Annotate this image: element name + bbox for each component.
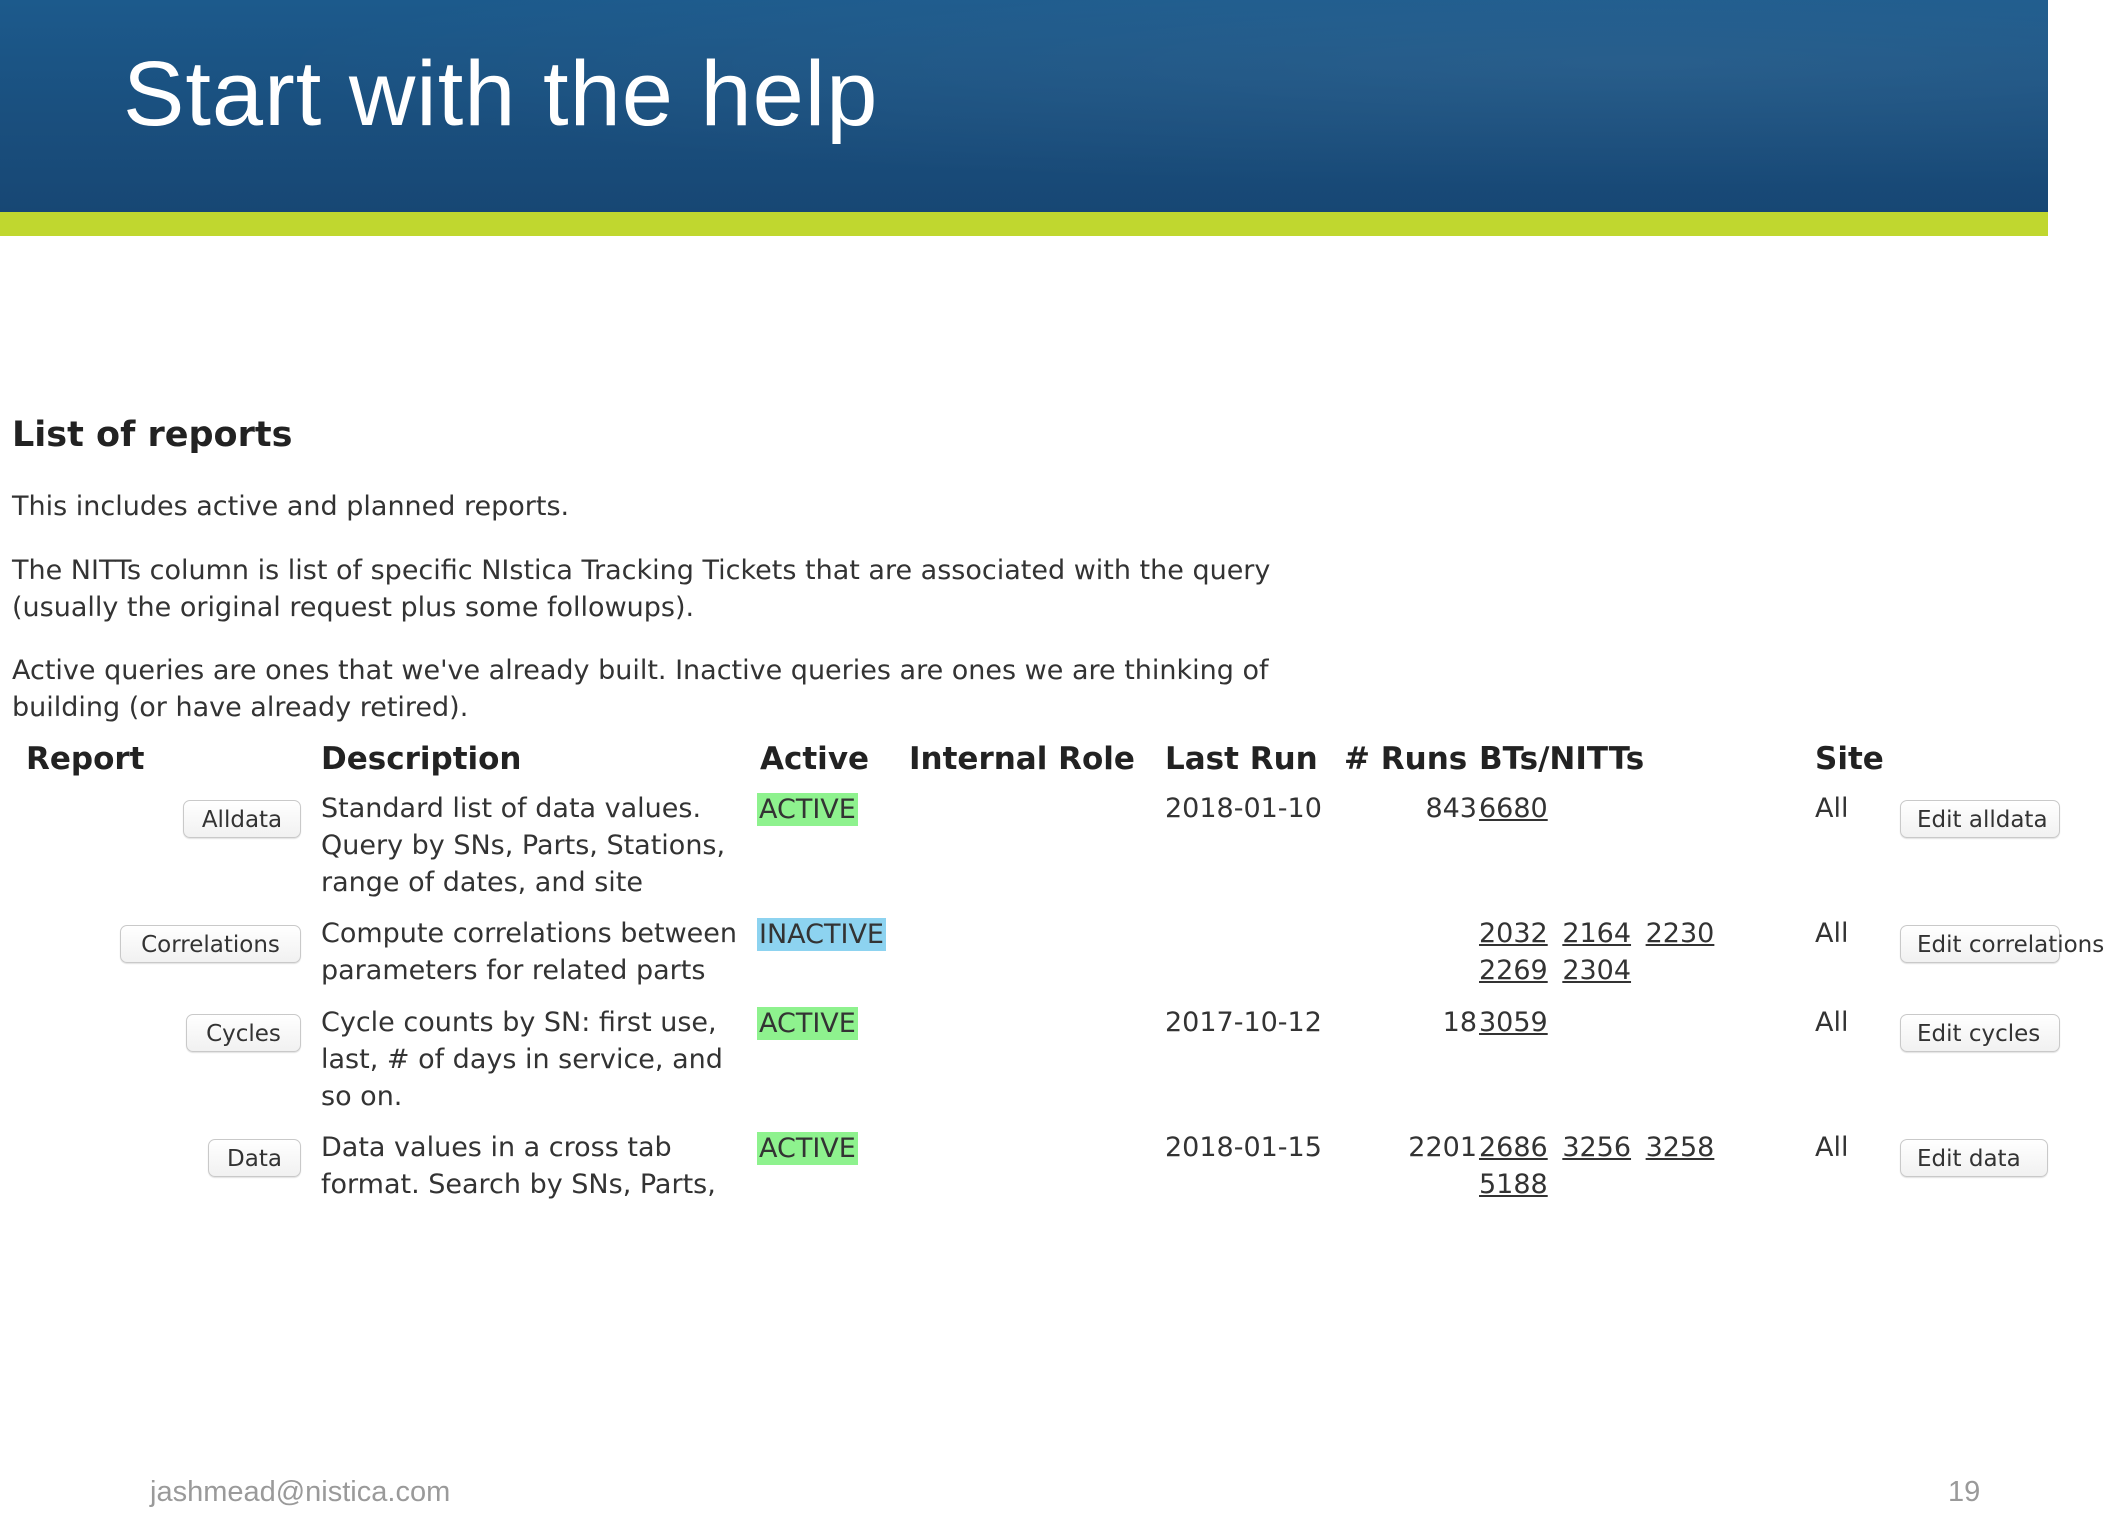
column-header-bts-nitts: BTs/NITTs	[1479, 741, 1645, 777]
column-header-runs: # Runs	[1344, 741, 1468, 777]
runs-count: 2201	[1408, 1132, 1477, 1163]
report-description: Standard list of data values. Query by SNs, Parts, Stations, range of dates, and site	[321, 793, 726, 898]
edit-correlations-button[interactable]: Edit correlations	[1900, 925, 2060, 963]
column-header-description: Description	[321, 741, 522, 777]
ticket-links	[1479, 790, 1799, 827]
edit-data-button[interactable]: Edit data	[1900, 1139, 2048, 1177]
intro-paragraph: This includes active and planned reports.	[12, 491, 570, 522]
status-badge-inactive: INACTIVE	[759, 919, 884, 950]
site-value: All	[1815, 918, 1849, 949]
slide-header	[0, 0, 2048, 212]
ticket-link[interactable]: 3059	[1479, 1007, 1548, 1038]
slide-title: Start with the help	[123, 43, 879, 145]
column-header-internal-role: Internal Role	[909, 741, 1135, 777]
ticket-link[interactable]: 2269	[1479, 955, 1548, 986]
ticket-link[interactable]: 2032	[1479, 918, 1548, 949]
last-run-date: 2017-10-12	[1165, 1007, 1322, 1038]
report-button-correlations[interactable]: Correlations	[120, 925, 301, 963]
ticket-links	[1479, 1004, 1799, 1041]
site-value: All	[1815, 1007, 1849, 1038]
report-button-cycles[interactable]: Cycles	[186, 1014, 301, 1052]
ticket-link[interactable]: 3256	[1562, 1132, 1632, 1163]
active-paragraph-line-1: Active queries are ones that we've already built. Inactive queries are ones we are thinking of	[12, 655, 1269, 686]
ticket-link[interactable]: 2686	[1479, 1132, 1548, 1163]
status-badge-active: ACTIVE	[759, 1008, 856, 1039]
last-run-date: 2018-01-10	[1165, 793, 1322, 824]
last-run-date: 2018-01-15	[1165, 1132, 1322, 1163]
ticket-link[interactable]: 2230	[1645, 918, 1715, 949]
ticket-links	[1479, 915, 1799, 989]
edit-alldata-button[interactable]: Edit alldata	[1900, 800, 2060, 838]
column-header-last-run: Last Run	[1165, 741, 1318, 777]
ticket-link[interactable]: 2304	[1562, 955, 1632, 986]
runs-count: 843	[1425, 793, 1477, 824]
nitts-paragraph-line-2: (usually the original request plus some followups).	[12, 592, 695, 623]
report-description: Data values in a cross tab format. Search by SNs, Parts,	[321, 1132, 716, 1200]
status-badge-active: ACTIVE	[759, 1133, 856, 1164]
ticket-link[interactable]: 5188	[1479, 1169, 1548, 1200]
runs-count: 18	[1442, 1007, 1477, 1038]
ticket-link[interactable]: 3258	[1645, 1132, 1715, 1163]
nitts-paragraph-line-1: The NITTs column is list of specific NIstica Tracking Tickets that are associated with the query	[12, 555, 1271, 586]
site-value: All	[1815, 1132, 1849, 1163]
ticket-link[interactable]: 6680	[1479, 793, 1548, 824]
report-button-data[interactable]: Data	[208, 1139, 301, 1177]
active-paragraph-line-2: building (or have already retired).	[12, 692, 469, 723]
column-header-report: Report	[26, 741, 145, 777]
page-heading: List of reports	[12, 415, 293, 455]
status-badge-active: ACTIVE	[759, 794, 856, 825]
edit-cycles-button[interactable]: Edit cycles	[1900, 1014, 2060, 1052]
ticket-link[interactable]: 2164	[1562, 918, 1632, 949]
column-header-active: Active	[760, 741, 870, 777]
page-number: 19	[1948, 1476, 1981, 1508]
report-button-alldata[interactable]: Alldata	[183, 800, 301, 838]
site-value: All	[1815, 793, 1849, 824]
accent-bar	[0, 212, 2048, 236]
footer-email: jashmead@nistica.com	[150, 1476, 451, 1508]
report-description: Cycle counts by SN: first use, last, # of days in service, and so on.	[321, 1007, 723, 1112]
screenshot-content	[12, 415, 2104, 1235]
report-description: Compute correlations between parameters for related parts	[321, 918, 737, 986]
ticket-links	[1479, 1129, 1799, 1203]
column-header-site: Site	[1815, 741, 1884, 777]
